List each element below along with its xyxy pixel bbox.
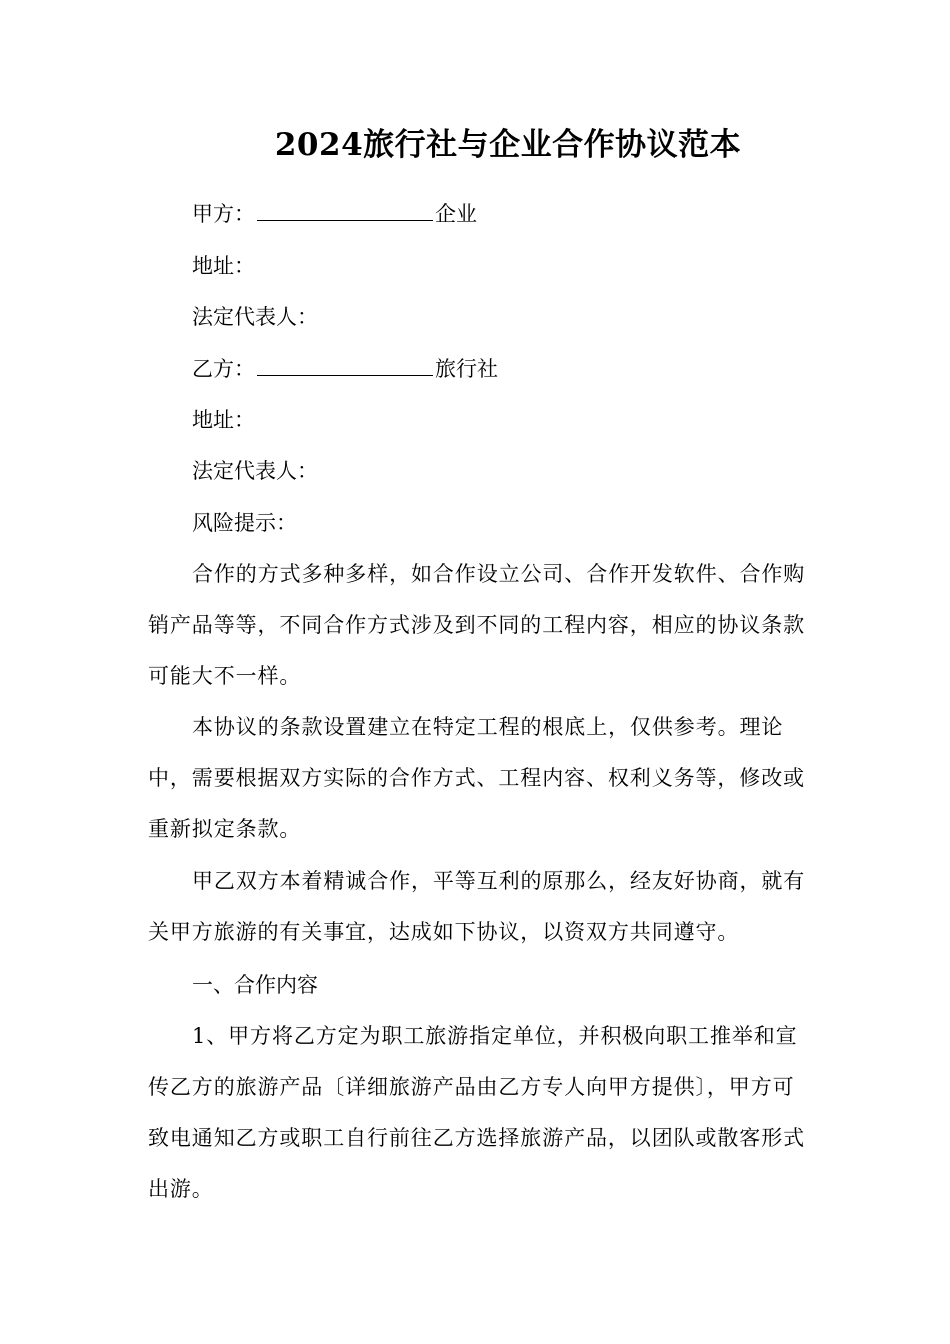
party-a-line <box>192 199 477 229</box>
party-a-suffix: 企业 <box>435 202 477 226</box>
party-b-blank <box>257 357 433 376</box>
paragraph-agreement-intro: 甲乙双方本着精诚合作，平等互利的原那么，经友好协商，就有关甲方旅游的有关事宜，达成如下协议，以资双方共同遵守。 <box>148 869 806 944</box>
paragraph-reference-note: 本协议的条款设置建立在特定工程的根底上，仅供参考。理论中，需要根据双方实际的合作方式、工程内容、权利义务等，修改或重新拟定条款。 <box>148 715 805 841</box>
party-b-suffix: 旅行社 <box>435 357 498 381</box>
paragraph-cooperation-methods: 合作的方式多种多样，如合作设立公司、合作开发软件、合作购销产品等等，不同合作方式涉及到不同的工程内容，相应的协议条款可能大不一样。 <box>148 562 806 688</box>
document-title: 2024旅行社与企业合作协议范本 <box>274 127 742 163</box>
party-b-label: 乙方： <box>192 357 255 381</box>
party-a-representative: 法定代表人： <box>192 305 318 329</box>
party-b-representative: 法定代表人： <box>192 459 318 483</box>
party-b-line <box>192 354 498 384</box>
party-a-address: 地址： <box>192 254 255 278</box>
section-1-heading: 一、合作内容 <box>192 973 318 997</box>
party-b-address: 地址： <box>192 408 255 432</box>
party-a-label: 甲方： <box>192 202 255 226</box>
clause-1: 1、甲方将乙方定为职工旅游指定单位，并积极向职工推举和宣传乙方的旅游产品〔详细旅游产品由乙方专人向甲方提供〕，甲方可致电通知乙方或职工自行前往乙方选择旅游产品，以团队或散客形式出游。 <box>148 1024 805 1201</box>
party-a-blank <box>257 202 433 221</box>
risk-heading: 风险提示： <box>192 511 297 535</box>
